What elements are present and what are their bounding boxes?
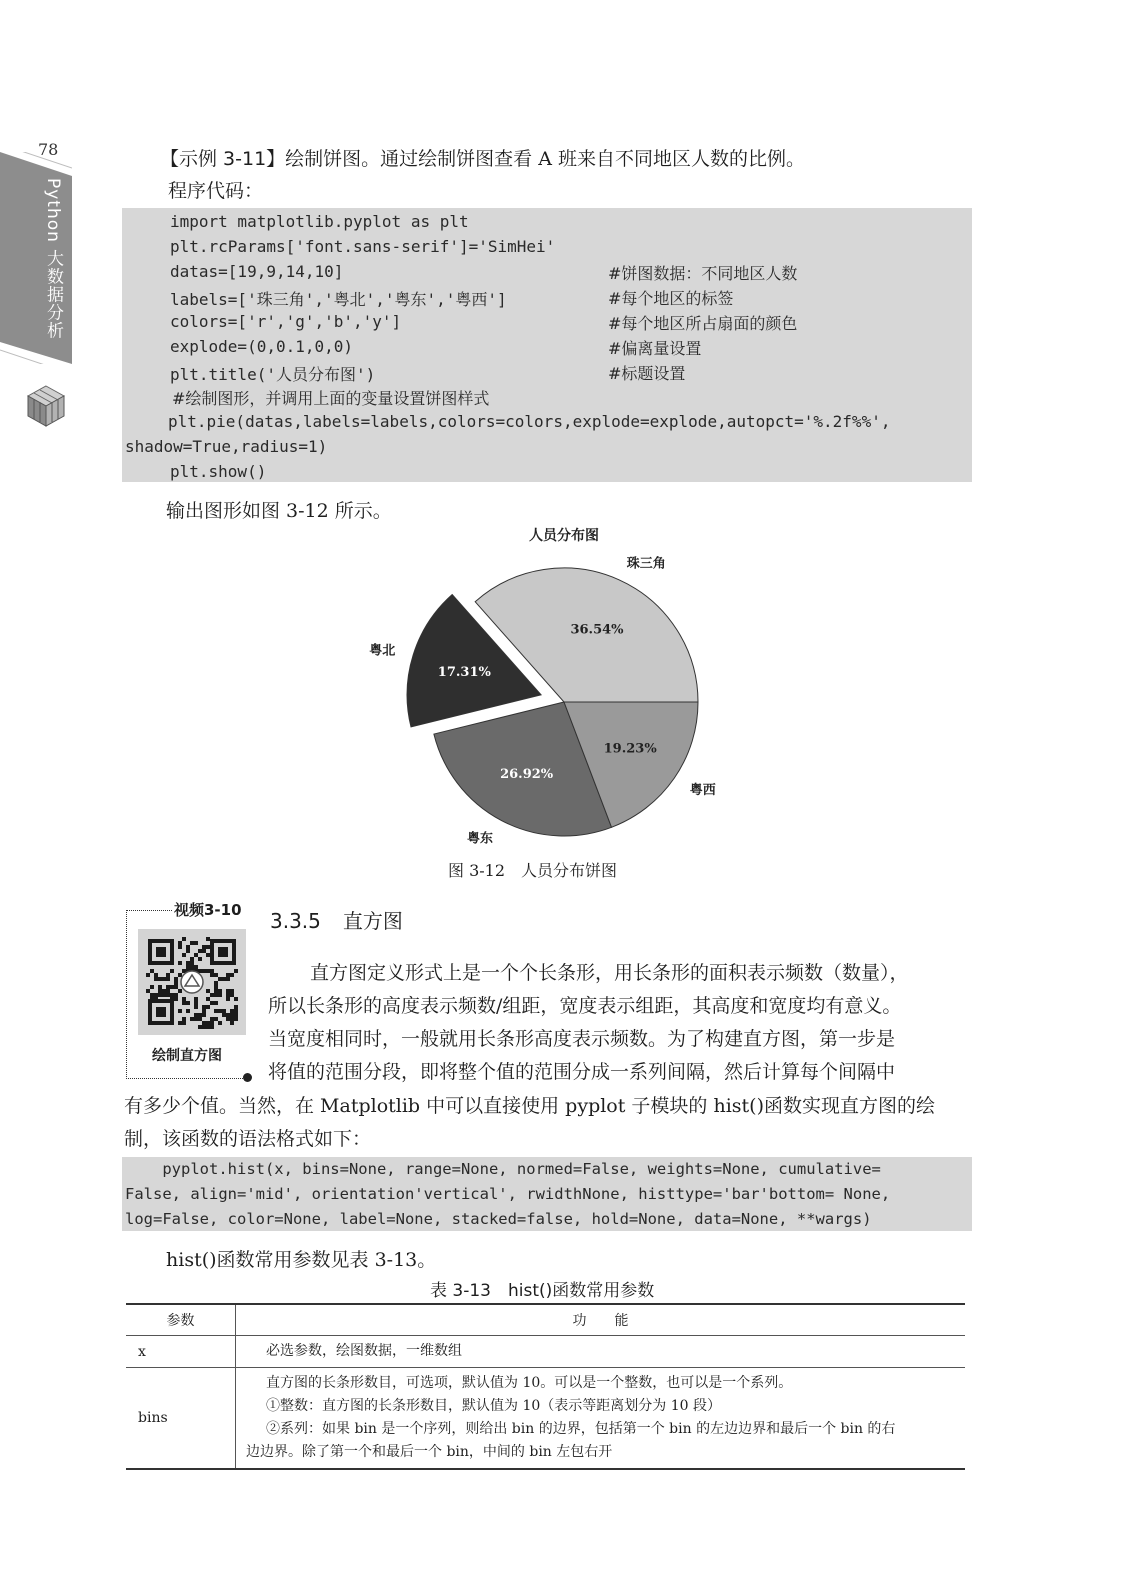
- code-label: 程序代码：: [168, 180, 264, 202]
- function-line: 直方图的长条形数目，可选项，默认值为 10。可以是一个整数，也可以是一个系列。: [266, 1375, 793, 1391]
- table-intro: hist()函数常用参数见表 3-13。: [166, 1249, 437, 1271]
- function-line: 边边界。除了第一个和最后一个 bin，中间的 bin 左包右开: [246, 1444, 613, 1460]
- page-number: 78: [38, 140, 59, 159]
- paragraph-line: 有多少个值。当然，在 Matplotlib 中可以直接使用 pyplot 子模块的 hist()函数实现直方图的绘: [124, 1095, 935, 1117]
- function-cell: [236, 1336, 966, 1368]
- example-text: 绘制饼图。通过绘制饼图查看 A 班来自不同地区人数的比例。: [285, 148, 805, 170]
- code-line: import matplotlib.pyplot as plt: [170, 212, 469, 231]
- code-block-hist: [122, 1157, 972, 1231]
- pie-chart: [340, 520, 780, 850]
- slice-percent-label: 26.92%: [500, 767, 554, 783]
- qr-code-icon[interactable]: [138, 929, 246, 1035]
- code-line: plt.rcParams['font.sans-serif']='SimHei': [170, 237, 556, 256]
- code-line: datas=[19,9,14,10]: [170, 262, 344, 281]
- paragraph-line: 将值的范围分段，即将整个值的范围分成一系列间隔，然后计算每个间隔中: [268, 1061, 896, 1083]
- param-cell: x: [126, 1336, 236, 1368]
- slice-percent-label: 17.31%: [437, 664, 491, 680]
- code-comment: #标题设置: [608, 364, 686, 383]
- section-heading: [270, 905, 425, 934]
- paragraph-line: 所以长条形的高度表示频数/组距，宽度表示组距，其高度和宽度均有意义。: [268, 995, 902, 1017]
- code-line: plt.show(): [170, 462, 267, 481]
- slice-label: 珠三角: [626, 556, 666, 572]
- param-cell: bins: [126, 1368, 236, 1470]
- section-title: 直方图: [342, 909, 403, 933]
- table-title: 表 3-13 hist()函数常用参数: [430, 1281, 655, 1301]
- video-caption: 绘制直方图: [152, 1048, 222, 1064]
- function-cell: [236, 1368, 966, 1470]
- function-line: ①整数：直方图的长条形数目，默认值为 10（表示等距离划分为 10 段）: [266, 1398, 721, 1414]
- code-comment: #偏离量设置: [608, 339, 702, 358]
- code-block-pie: [122, 208, 972, 482]
- table-header-function: 功 能: [236, 1304, 966, 1336]
- output-text: 输出图形如图 3-12 所示。: [166, 500, 392, 522]
- chapter-side-title: Python 大数据分析: [43, 178, 63, 340]
- chart-title: 人员分布图: [529, 528, 599, 544]
- code-comment: #每个地区所占扇面的颜色: [608, 314, 798, 333]
- function-line: ②系列：如果 bin 是一个序列，则给出 bin 的边界，包括第一个 bin 的左边边界和最后一个 bin 的右: [266, 1421, 896, 1437]
- paragraph-line: 制，该函数的语法格式如下：: [124, 1128, 372, 1150]
- table-row: [126, 1336, 965, 1368]
- code-line: shadow=True,radius=1): [125, 437, 328, 456]
- code-line: labels=['珠三角','粤北','粤东','粤西']: [170, 290, 507, 309]
- table-header-param: 参数: [126, 1304, 236, 1336]
- example-tag: 【示例 3-11】: [160, 148, 286, 170]
- video-frame-top: [126, 910, 172, 911]
- code-line: explode=(0,0.1,0,0): [170, 337, 354, 356]
- table-header-row: [126, 1304, 965, 1336]
- code-line: log=False, color=None, label=None, stacked=false, hold=None, data=None, **wargs): [125, 1210, 872, 1228]
- paragraph-line: 当宽度相同时，一般就用长条形高度表示频数。为了构建直方图，第一步是: [268, 1028, 896, 1050]
- slice-label: 粤西: [689, 782, 716, 798]
- code-comment: #每个地区的标签: [608, 289, 734, 308]
- video-frame-dot: [243, 1073, 252, 1082]
- video-label: 视频3-10: [174, 901, 242, 919]
- code-line: colors=['r','g','b','y']: [170, 312, 402, 331]
- code-line: False, align='mid', orientation'vertical', rwidthNone, histtype='bar'bottom= None,: [125, 1185, 891, 1203]
- slice-label: 粤东: [466, 831, 494, 847]
- slice-percent-label: 19.23%: [603, 741, 657, 757]
- code-comment: #饼图数据：不同地区人数: [608, 264, 798, 283]
- table-row: [126, 1368, 965, 1470]
- code-comment: #绘制图形，并调用上面的变量设置饼图样式: [172, 389, 490, 408]
- example-heading: [160, 144, 805, 171]
- slice-label: 粤北: [369, 643, 396, 659]
- paragraph-line: 直方图定义形式上是一个个长条形，用长条形的面积表示频数（数量），: [310, 962, 909, 984]
- section-number: 3.3.5: [270, 909, 321, 933]
- slice-percent-label: 36.54%: [570, 622, 624, 638]
- params-table: [126, 1303, 965, 1470]
- code-line: plt.title('人员分布图'): [170, 365, 376, 384]
- cube-logo-icon: [22, 382, 70, 430]
- code-line: plt.pie(datas,labels=labels,colors=colors,explode=explode,autopct='%.2f%%',: [168, 412, 891, 431]
- code-line: pyplot.hist(x, bins=None, range=None, normed=False, weights=None, cumulative=: [125, 1160, 881, 1178]
- function-line: 必选参数，绘图数据，一维数组: [266, 1343, 462, 1359]
- figure-caption: 图 3-12 人员分布饼图: [448, 861, 618, 880]
